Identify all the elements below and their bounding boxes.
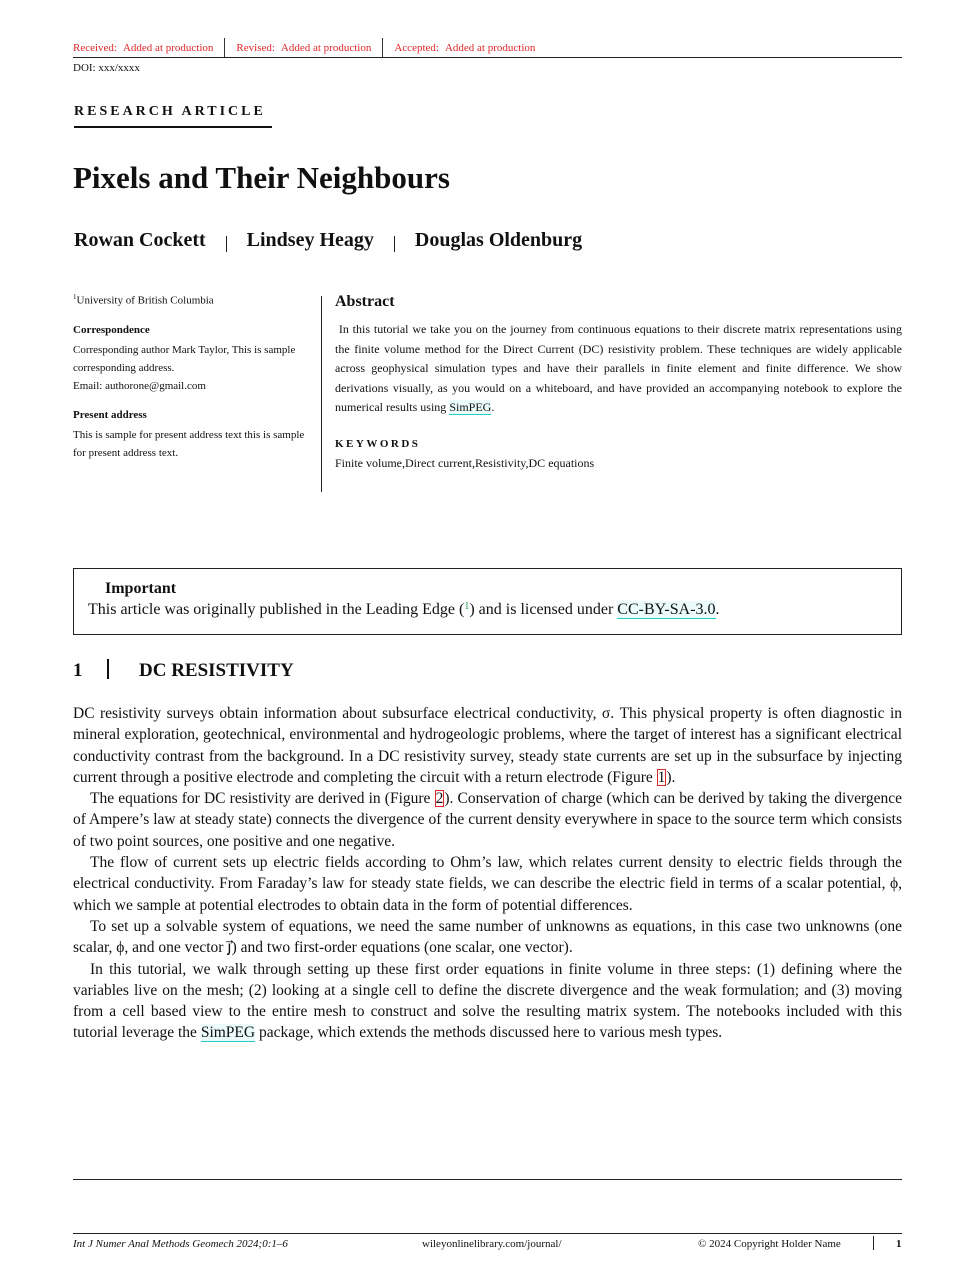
figure-ref[interactable]: 1 xyxy=(657,768,666,786)
citation-ref[interactable]: 1 xyxy=(464,601,470,612)
author-name[interactable]: Lindsey Heagy xyxy=(246,229,374,251)
paper-title: Pixels and Their Neighbours xyxy=(73,160,450,195)
copyright: © 2024 Copyright Holder Name xyxy=(698,1238,841,1250)
paragraph: The flow of current sets up electric fields according to Ohm’s law, which relates current density to electric fields through the electrical conductivity. From Faraday’s law for steady state fields, we can describe the electric field in terms of a scalar potential, ϕ, which we sample at potential electrodes to obtain data in the form of potential differences. xyxy=(73,854,902,914)
paragraph: The equations for DC resistivity are derived in (Figure 2). Conservation of charge (which can be derived by taking the divergence of Ampere’s law at steady state) connects the divergence of the current density everywhere in space to the source term which consists of two point sources, one positive and one negative. xyxy=(73,790,902,850)
section-number: 1 xyxy=(73,660,83,681)
simpeg-link[interactable]: SimPEG xyxy=(449,400,492,415)
author-name[interactable]: Douglas Oldenburg xyxy=(414,229,583,251)
footer-rule xyxy=(73,1233,902,1234)
paragraph: To set up a solvable system of equations, we need the same number of unknowns as equations, in this case two unknowns (one scalar, ϕ, and one vector j⃗) and two first-order equations (one scalar, one vector). xyxy=(73,917,902,957)
doi: DOI: xxx/xxxx xyxy=(73,62,140,74)
history-accepted: Accepted: Added at production xyxy=(394,42,536,54)
simpeg-link[interactable]: SimPEG xyxy=(200,1024,256,1042)
correspondence-text: Corresponding author Mark Taylor, This is sample corresponding address. Email: authorone@gmail.com xyxy=(73,341,313,395)
section-body xyxy=(73,703,902,1044)
author-divider xyxy=(394,236,395,252)
important-text: This article was originally published in the Leading Edge ($^1$) and is licensed under CC-BY-SA-3.0. xyxy=(88,601,720,618)
author-list xyxy=(74,229,582,252)
journal-citation: Int J Numer Anal Methods Geomech 2024;0:1–6 xyxy=(73,1238,288,1250)
paragraph: DC resistivity surveys obtain information about subsurface electrical conductivity, σ. This physical property is often diagnostic in mineral exploration, geotechnical, environmental and hydrogeologic problems, where the target of interest has a significant electrical conductivity contrast from the background. In a DC resistivity survey, steady state currents are set up in the subsurface by injecting current through a positive electrode and completing the circuit with a return electrode (Figure 1). xyxy=(73,705,902,786)
history-divider xyxy=(224,38,225,58)
affiliation: $^1$University of British Columbia xyxy=(73,293,214,307)
article-type-underline xyxy=(74,126,272,128)
column-divider xyxy=(321,296,322,492)
important-heading: Important xyxy=(105,580,177,597)
publication-history xyxy=(73,38,546,58)
figure-ref[interactable]: 2 xyxy=(435,790,444,808)
present-address-text: This is sample for present address text this is sample for present address text. xyxy=(73,429,305,459)
footnote-rule xyxy=(73,1179,902,1180)
section-title: DC RESISTIVITY xyxy=(139,660,294,681)
keywords-heading: KEYWORDS xyxy=(335,438,421,450)
header-rule xyxy=(73,57,902,58)
author-divider xyxy=(226,236,227,252)
paragraph: In this tutorial, we walk through setting up these first order equations in finite volume in three steps: (1) defining where the variables live on the mesh; (2) looking at a single cell to define the discrete divergence and the weak formulation; and (3) moving from a cell based view to the entire mesh to construct and solve the resulting matrix system. The notebooks included with this tutorial leverage the SimPEG package, which extends the methods discussed here to various mesh types. xyxy=(73,960,902,1042)
license-link[interactable]: CC-BY-SA-3.0 xyxy=(617,601,716,618)
author-name[interactable]: Rowan Cockett xyxy=(74,229,206,251)
article-type: RESEARCH ARTICLE xyxy=(74,104,266,119)
correspondence-heading: Correspondence xyxy=(73,324,150,336)
email[interactable]: Email: authorone@gmail.com xyxy=(73,380,206,392)
page-number: 1 xyxy=(896,1238,902,1250)
abstract-heading: Abstract xyxy=(335,293,395,310)
keywords-text: Finite volume,Direct current,Resistivity,DC equations xyxy=(335,456,595,470)
present-address-heading: Present address xyxy=(73,409,147,421)
abstract-text: In this tutorial we take you on the journey from continuous equations to their discrete matrix representations using the finite volume method for the Direct Current (DC) resistivity problem. These techniques are widely applicable across geophysical simulation types and have their parallels in finite element and finite difference. We show derivations visually, as you would on a whiteboard, and have provided an accompanying notebook to explore the numerical results using SimPEG. xyxy=(335,322,902,415)
history-received: Received: Added at production xyxy=(73,42,214,54)
history-divider xyxy=(382,38,383,58)
footer-divider xyxy=(873,1236,874,1250)
history-revised: Revised: Added at production xyxy=(236,42,372,54)
section-divider xyxy=(107,659,109,679)
journal-url[interactable]: wileyonlinelibrary.com/journal/ xyxy=(422,1238,562,1250)
